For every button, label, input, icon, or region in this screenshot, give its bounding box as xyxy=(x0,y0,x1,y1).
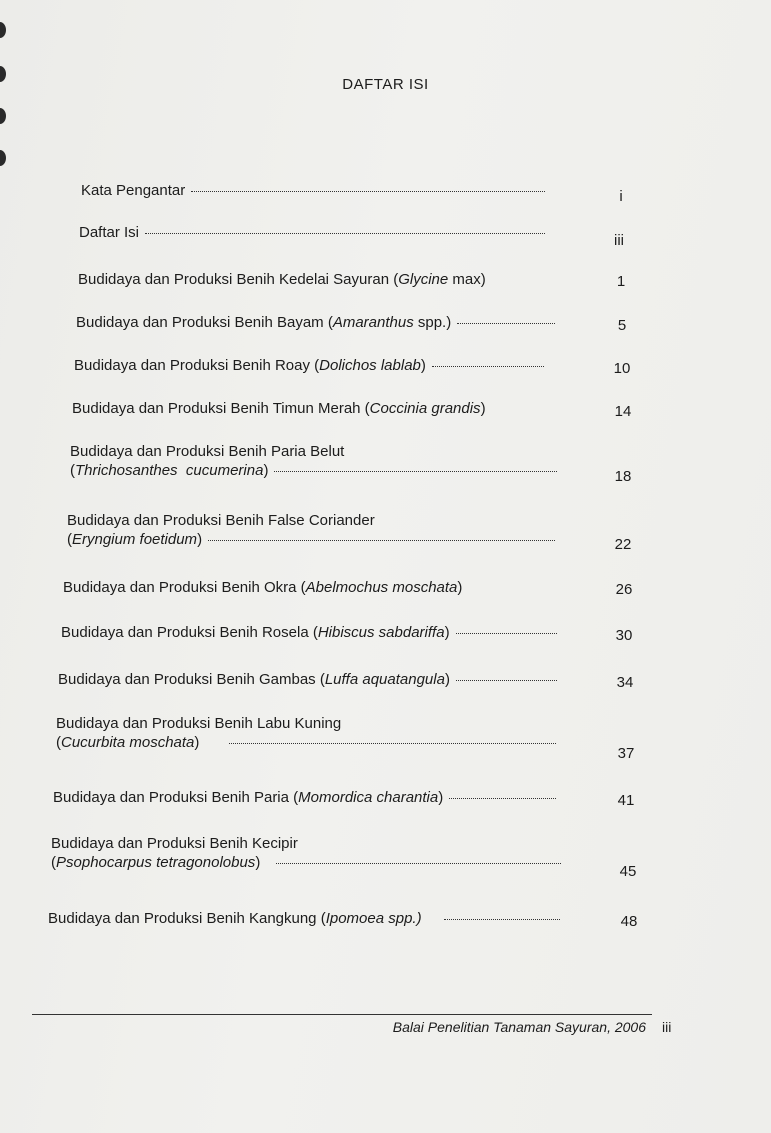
toc-page-number: 5 xyxy=(617,317,627,334)
toc-entry-title: Budidaya dan Produksi Benih Okra (Abelmochus moschata) xyxy=(63,579,463,596)
toc-entry-false-coriander[interactable] xyxy=(67,511,638,553)
toc-page-number: i xyxy=(619,188,623,205)
dot-leader xyxy=(457,322,555,324)
toc-entry-okra[interactable] xyxy=(63,578,639,597)
toc-page-number: 10 xyxy=(613,360,631,377)
toc-page-number: 48 xyxy=(620,913,638,930)
toc-entry-species: (Thrichosanthes cucumerina) xyxy=(70,462,269,479)
toc-page-number: 45 xyxy=(619,863,637,880)
toc-page-number: iii xyxy=(614,232,624,249)
toc-entry-title: Budidaya dan Produksi Benih Rosela (Hibiscus sabdariffa) xyxy=(61,624,450,641)
toc-entry-title: Budidaya dan Produksi Benih Kecipir xyxy=(51,835,298,852)
toc-page-number: 41 xyxy=(617,792,635,809)
toc-entry-title: Budidaya dan Produksi Benih Gambas (Luffa aquatangula) xyxy=(58,671,450,688)
dot-leader xyxy=(229,742,556,744)
toc-entry-gambas[interactable] xyxy=(58,670,640,689)
toc-entry-labu-kuning[interactable] xyxy=(56,714,641,762)
toc-entry-title: Budidaya dan Produksi Benih Roay (Dolichos lablab) xyxy=(74,357,426,374)
toc-page-number: 37 xyxy=(617,745,635,762)
toc-entry-title: Budidaya dan Produksi Benih Paria Belut xyxy=(70,443,345,460)
toc-entry-title: Budidaya dan Produksi Benih Kangkung (Ipomoea spp.) xyxy=(48,910,422,927)
toc-entry-title: Budidaya dan Produksi Benih Labu Kuning xyxy=(56,715,342,732)
toc-page-number: 22 xyxy=(614,536,632,553)
toc-page-number: 30 xyxy=(615,627,633,644)
footer-divider xyxy=(32,1014,652,1015)
toc-entry-kata-pengantar[interactable] xyxy=(81,181,636,205)
toc-entry-species: (Psophocarpus tetragonolobus) xyxy=(51,854,261,871)
toc-entry-rosela[interactable] xyxy=(61,623,639,642)
footer-page-number: iii xyxy=(662,1019,672,1035)
dot-leader xyxy=(274,470,557,472)
dot-leader xyxy=(191,190,545,192)
toc-entry-roay[interactable] xyxy=(74,356,637,375)
toc-page-number: 1 xyxy=(616,273,626,290)
toc-page-number: 14 xyxy=(614,403,632,420)
toc-entry-title: Kata Pengantar xyxy=(81,182,186,199)
toc-entry-bayam[interactable] xyxy=(76,313,637,332)
toc-entry-title: Budidaya dan Produksi Benih Paria (Momordica charantia) xyxy=(53,789,444,806)
toc-entry-title: Daftar Isi xyxy=(79,224,140,241)
dot-leader xyxy=(432,365,544,367)
footer-institution: Balai Penelitian Tanaman Sayuran, 2006 xyxy=(392,1019,646,1035)
toc-entry-kecipir[interactable] xyxy=(51,834,643,880)
toc-page-number: 18 xyxy=(614,468,632,485)
dot-leader xyxy=(276,862,561,864)
toc-entry-paria[interactable] xyxy=(53,788,641,807)
toc-entry-title: Budidaya dan Produksi Benih Timun Merah (Coccinia grandis) xyxy=(72,400,486,417)
dot-leader xyxy=(456,632,557,634)
toc-entry-daftar-isi[interactable] xyxy=(79,223,634,249)
dot-leader xyxy=(444,918,560,920)
toc-entry-paria-belut[interactable] xyxy=(70,442,638,485)
dot-leader xyxy=(208,539,555,541)
toc-entry-kangkung[interactable] xyxy=(48,909,644,928)
toc-entry-kedelai[interactable] xyxy=(78,270,636,289)
toc-entry-species: (Cucurbita moschata) xyxy=(56,734,200,751)
dot-leader xyxy=(145,232,545,234)
dot-leader xyxy=(449,797,556,799)
toc-page-number: 26 xyxy=(615,581,633,598)
toc-entry-species: (Eryngium foetidum) xyxy=(67,531,203,548)
toc-entry-title: Budidaya dan Produksi Benih Bayam (Amaranthus spp.) xyxy=(76,314,452,331)
toc-page-number: 34 xyxy=(616,674,634,691)
toc-entry-timun-merah[interactable] xyxy=(72,399,638,418)
dot-leader xyxy=(456,679,557,681)
page-title: DAFTAR ISI xyxy=(342,76,429,93)
toc-entry-title: Budidaya dan Produksi Benih Kedelai Sayuran (Glycine max) xyxy=(78,271,486,288)
toc-entry-title: Budidaya dan Produksi Benih False Coriander xyxy=(67,512,375,529)
